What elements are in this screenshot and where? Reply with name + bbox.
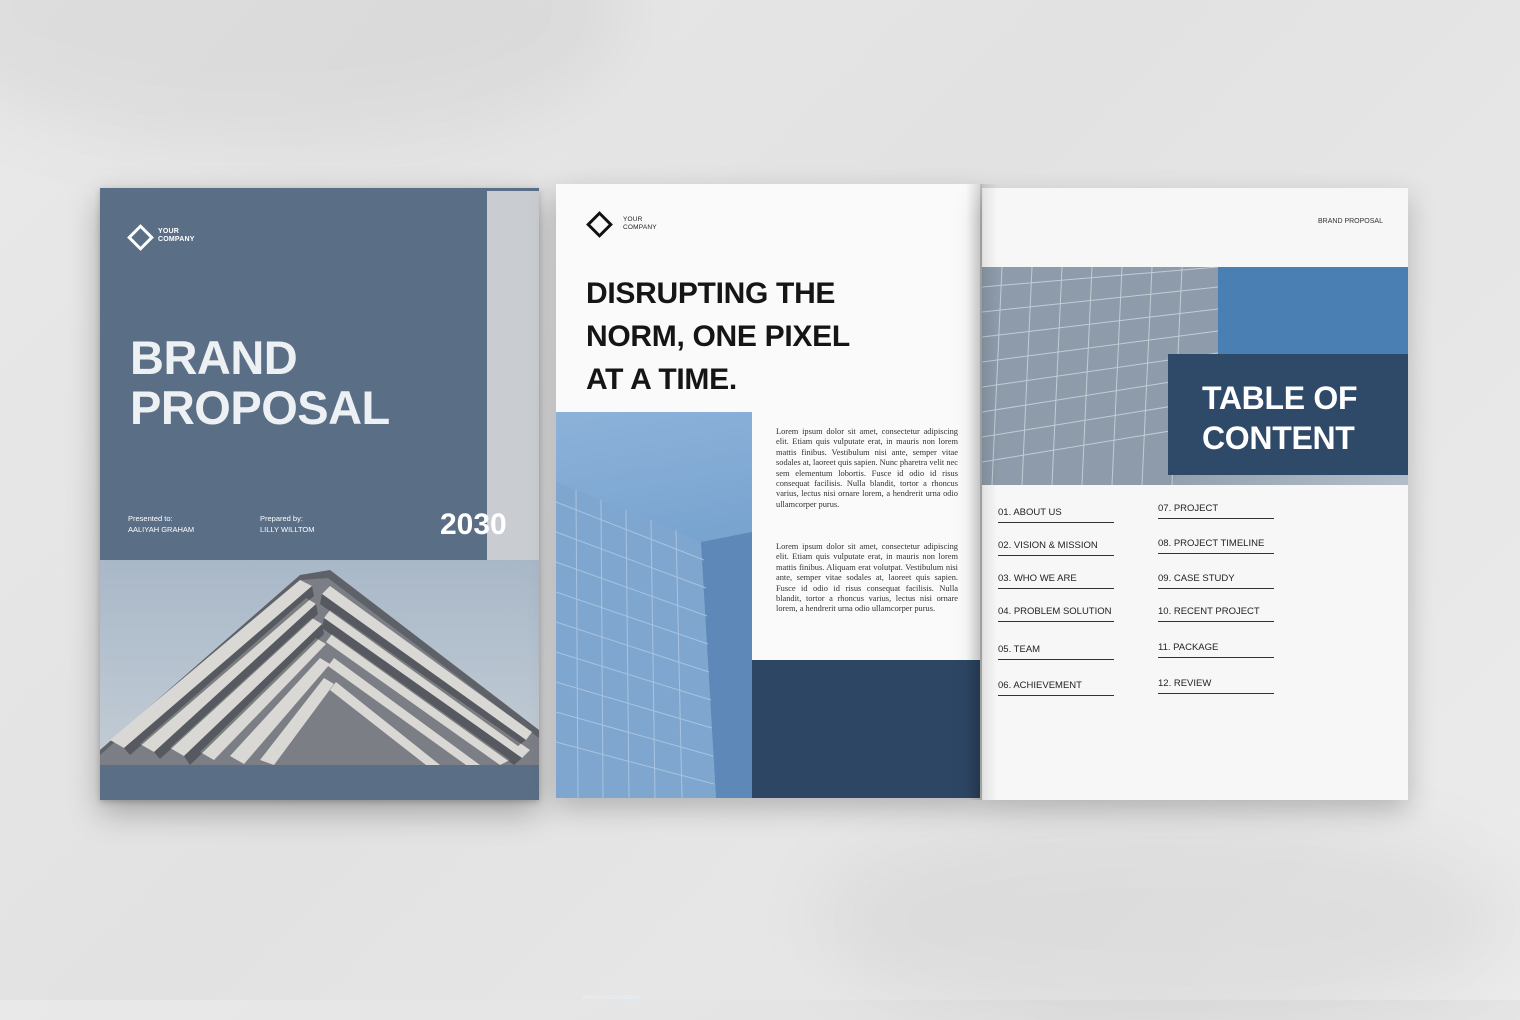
skyscraper-illustration [556, 412, 752, 798]
cover-title-line1: BRAND [130, 331, 298, 384]
toc-title-line1: TABLE OF [1202, 380, 1358, 416]
toc-item-08[interactable]: 08. PROJECT TIMELINE [1158, 538, 1274, 554]
running-header: BRAND PROPOSAL [1318, 218, 1383, 225]
presented-to [128, 513, 194, 535]
page-gutter [966, 184, 998, 800]
toc-item-11[interactable]: 11. PACKAGE [1158, 642, 1274, 658]
open-brochure-spread [556, 184, 1408, 1001]
navy-block [752, 660, 980, 798]
toc-item-01[interactable]: 01. ABOUT US [998, 507, 1114, 523]
page-logo-line2: COMPANY [623, 224, 657, 231]
toc-item-02[interactable]: 02. VISION & MISSION [998, 540, 1114, 556]
skyscraper-photo [556, 412, 752, 1001]
prepared-name: LILLY WILLTOM [260, 525, 315, 534]
headline-line2: NORM, ONE PIXEL [586, 320, 850, 353]
page-headline [586, 272, 850, 401]
prepared-by [260, 513, 314, 535]
toc-item-03[interactable]: 03. WHO WE ARE [998, 573, 1114, 589]
cover-logo-line1: YOUR [158, 228, 180, 235]
page-logo-icon [586, 211, 613, 238]
headline-line3: AT A TIME. [586, 363, 737, 396]
cover-logo-line2: COMPANY [158, 236, 195, 243]
headline-line1: DISRUPTING THE [586, 277, 836, 310]
building-illustration [100, 560, 539, 765]
cover-logo-text [158, 228, 195, 244]
toc-item-09[interactable]: 09. CASE STUDY [1158, 573, 1274, 589]
page-logo-text [623, 216, 657, 232]
toc-item-04[interactable]: 04. PROBLEM SOLUTION [998, 606, 1114, 622]
body-paragraph-1: Lorem ipsum dolor sit amet, consectetur adipiscing elit. Etiam quis vulputate erat, in mauris non lorem mattis finibus. Vestibulum nisi ante, semper vitae sodales at, laoreet quis sapien. Nunc pharetra velit nec sem elementum lobortis. Fusce id odio id risus consequat facilisis. Nulla blandit, tortor a rhoncus varius, lectus nisi ornare lorem, a hendrerit urna odio ullamcorper purus. [776, 427, 958, 509]
left-page [556, 184, 980, 1001]
toc-item-06[interactable]: 06. ACHIEVEMENT [998, 680, 1114, 696]
cover-year: 2030 [440, 508, 507, 541]
cover-bottom-bar [100, 765, 539, 800]
toc-item-05[interactable]: 05. TEAM [998, 644, 1114, 660]
cover-title-line2: PROPOSAL [130, 381, 390, 434]
right-page [982, 188, 1408, 800]
toc-title-line2: CONTENT [1202, 420, 1355, 456]
toc-item-12[interactable]: 12. REVIEW [1158, 678, 1274, 694]
presented-label: Presented to: [128, 514, 173, 523]
prepared-label: Prepared by: [260, 514, 303, 523]
presented-name: AALIYAH GRAHAM [128, 525, 195, 534]
page-logo-line1: YOUR [623, 216, 643, 223]
brochure-cover [100, 188, 539, 800]
sky-block [1218, 267, 1408, 357]
toc-title [1202, 378, 1357, 458]
building-photo [100, 560, 539, 765]
company-logo-icon [127, 224, 154, 251]
toc-item-07[interactable]: 07. PROJECT [1158, 503, 1274, 519]
footer-url: www.yourcompany [582, 994, 641, 1001]
body-paragraph-2: Lorem ipsum dolor sit amet, consectetur adipiscing elit. Etiam quis vulputate erat, in mauris non lorem mattis finibus. Aliquam erat volutpat. Vestibulum nisi ante, semper vitae sodales at, laoreet quis sapien. Fusce id odio id risus consequat facilisis. Nulla blandit, tortor a rhoncus varius, lectus nisi ornare lorem, a hendrerit urna odio ullamcorper purus. [776, 542, 958, 614]
toc-item-10[interactable]: 10. RECENT PROJECT [1158, 606, 1274, 622]
cover-title [130, 333, 390, 433]
